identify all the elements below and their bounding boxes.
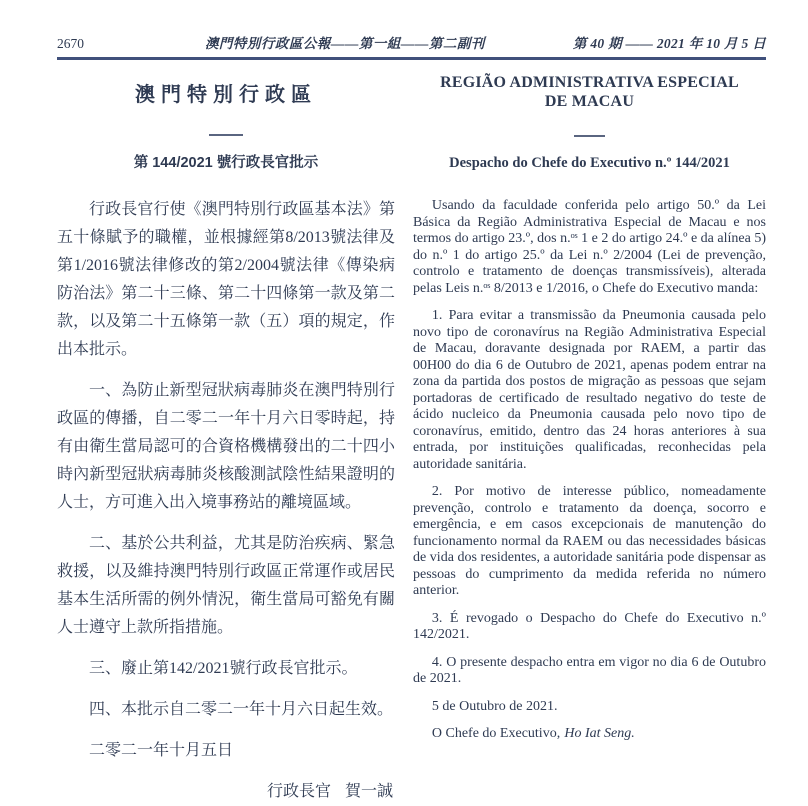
cn-paragraph-1: 一、為防止新型冠狀病毒肺炎在澳門特別行政區的傳播，自二零二一年十月六日零時起，持有由衛生當局認可的合資格機構發出的二十四小時內新型冠狀病毒肺炎核酸測試陰性結果證明的人士，方可進入出入境事務站的離境區域。 xyxy=(57,382,395,511)
pt-paragraph-1: 1. Para evitar a transmissão da Pneumonia causada pelo novo tipo de coronavírus na Região Administrativa Especial de Macau, doravante designada por RAEM, a partir das 00H00 do dia 6 de Outubro de 2021, apenas podem entrar na zona da partida dos postos de migração as pessoas que sejam portadoras de certificado de resultado negativo do teste de ácido nucleico da Pneumonia causada pelo novo tipo de coronavírus, emitido, dentro das 24 horas anteriores à sua entrada, por instituições qualificadas, reconhecidas pela autoridade sanitária. xyxy=(413,308,766,472)
cn-signature-role: 行政長官 xyxy=(266,783,331,800)
title-divider xyxy=(574,135,605,137)
region-title-pt-line1: REGIÃO ADMINISTRATIVA ESPECIAL xyxy=(440,74,739,91)
pt-paragraph-4: 4. O presente despacho entra em vigor no dia 6 de Outubro de 2021. xyxy=(413,654,766,686)
issue-info: 第 40 期 —— 2021 年 10 月 5 日 xyxy=(572,36,766,51)
cn-signature-line xyxy=(57,778,393,806)
page-number: 2670 xyxy=(57,36,84,51)
dispatch-title-chinese: 第 144/2021 號行政長官批示 xyxy=(133,155,319,171)
cn-paragraph-preamble: 行政長官行使《澳門特別行政區基本法》第五十條賦予的職權，並根據經第8/2013號法律及第1/2016號法律修改的第2/2004號法律《傳染病防治法》第二十三條、第二十四條第一款及第二款，以及第二十五條第一款（五）項的規定，作出本批示。 xyxy=(57,201,395,358)
pt-signature-role: O Chefe do Executivo, xyxy=(431,726,561,741)
chinese-column xyxy=(57,60,395,806)
dispatch-title-portuguese: Despacho do Chefe do Executivo n.º 144/2021 xyxy=(449,155,730,171)
region-title-pt-line2: DE MACAU xyxy=(544,93,635,110)
portuguese-column xyxy=(413,60,766,806)
region-title-chinese: 澳門特別行政區 xyxy=(135,84,317,106)
cn-paragraph-2: 二、基於公共利益，尤其是防治疾病、緊急救援，以及維持澳門特別行政區正常運作或居民基本生活所需的例外情況，衛生當局可豁免有關人士遵守上款所指措施。 xyxy=(57,535,395,636)
pt-signature-line xyxy=(413,726,766,743)
cn-signature-name: 賀一誠 xyxy=(344,783,393,800)
running-head xyxy=(57,0,766,52)
title-divider xyxy=(209,134,243,136)
cn-paragraph-4: 四、本批示自二零二一年十月六日起生效。 xyxy=(89,701,394,718)
gazette-title: 澳門特別行政區公報——第一組——第二副刊 xyxy=(204,36,485,51)
region-title-portuguese xyxy=(413,73,766,111)
pt-date-line: 5 de Outubro de 2021. xyxy=(431,698,558,714)
pt-signature-name: Ho Iat Seng. xyxy=(564,726,635,741)
pt-paragraph-preamble: Usando da faculdade conferida pelo artigo 50.º da Lei Básica da Região Administrativa Especial de Macau e nos termos do artigo 23.º, dos n.ᵒˢ 1 e 2 do artigo 24.º e da alínea 5) do n.º 1 do artigo 25.º da Lei n.º 2/2004 (Lei de prevenção, controlo e tratamento de doenças transmissíveis), alterada pelas Leis n.ᵒˢ 8/2013 e 1/2016, o Chefe do Executivo manda: xyxy=(413,198,766,296)
cn-date-line: 二零二一年十月五日 xyxy=(89,742,234,759)
pt-paragraph-2: 2. Por motivo de interesse público, nomeadamente prevenção, controlo e tratamento da doença, socorro e emergência, e em casos excepcionais de manutenção do funcionamento normal da RAEM ou das necessidades básicas de vida dos residentes, a autoridade sanitária pode dispensar as pessoas do cumprimento da medida referida no número anterior. xyxy=(413,484,766,598)
chinese-body xyxy=(57,196,395,765)
cn-paragraph-3: 三、廢止第142/2021號行政長官批示。 xyxy=(89,660,358,677)
pt-paragraph-3: 3. É revogado o Despacho do Chefe do Executivo n.º 142/2021. xyxy=(413,610,766,642)
portuguese-body xyxy=(413,198,766,743)
